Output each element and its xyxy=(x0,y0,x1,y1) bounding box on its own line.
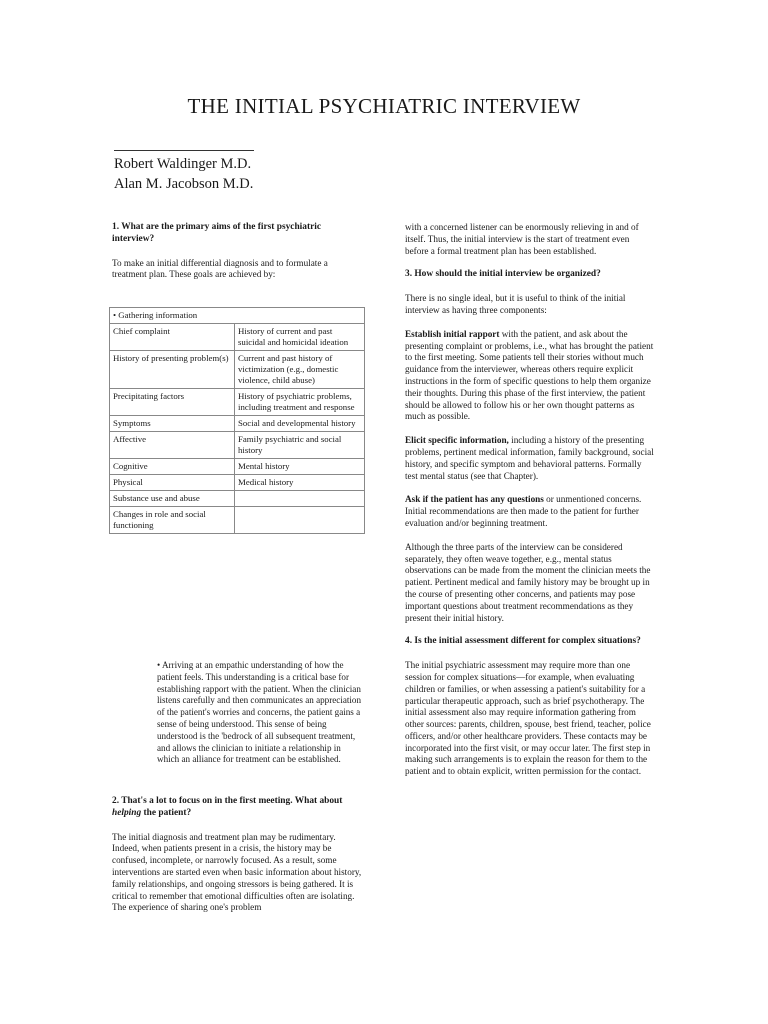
table-row xyxy=(110,324,365,351)
table-cell: Changes in role and social functioning xyxy=(110,507,235,534)
table-cell: History of presenting problem(s) xyxy=(110,351,235,389)
component-1-heading: Establish initial rapport xyxy=(405,328,500,339)
table-cell: Current and past history of victimization (e.g., domestic violence, child abuse) xyxy=(235,351,365,389)
document-title: THE INITIAL PSYCHIATRIC INTERVIEW xyxy=(187,94,581,118)
component-1 xyxy=(405,329,655,423)
table-cell: Mental history xyxy=(235,459,365,475)
table-row xyxy=(110,459,365,475)
table-row xyxy=(110,416,365,432)
information-table xyxy=(109,307,365,534)
table-cell: Medical history xyxy=(235,475,365,491)
table-cell: History of current and past suicidal and homicidal ideation xyxy=(235,324,365,351)
table-row xyxy=(110,491,365,507)
component-3-heading: Ask if the patient has any questions xyxy=(405,494,544,505)
component-3-text: or unmentioned concerns. Initial recommendations are then made to the patient for further evaluation and/or beginning treatment. xyxy=(405,494,642,528)
component-1-text: with the patient, and ask about the presenting complaint or problems, i.e., what has brought the patient to the first meeting. Some patients tell their stories without much guidance from the interviewer, whereas others require explicit instructions in the form of specific questions to help them organize their thoughts. During this phase of the first interview, the patient should be allowed to follow his or her own thought patterns as much as possible. xyxy=(405,328,654,422)
table-row xyxy=(110,351,365,389)
component-2-heading: Elicit specific information, xyxy=(405,435,509,446)
question-1-answer: To make an initial differential diagnosis and to formulate a treatment plan. These goals are achieved by: xyxy=(112,257,328,280)
table-cell: Social and developmental history xyxy=(235,416,365,432)
question-2-answer: The initial diagnosis and treatment plan may be rudimentary. Indeed, when patients present in a crisis, the history may be confused, incomplete, or narrowly focused. As a result, some interventions are started even when basic information about history, family relationships, and ongoing stressors is being gathered. It is critical to remember that emotional difficulties often are isolating. The experience of sharing one's problem xyxy=(112,831,362,913)
table-cell: Precipitating factors xyxy=(110,389,235,416)
question-2-tail: the patient? xyxy=(141,807,192,818)
table-row xyxy=(110,432,365,459)
table-cell: Cognitive xyxy=(110,459,235,475)
question-2-emphasis: helping xyxy=(112,807,142,818)
table-cell: History of psychiatric problems, including treatment and response xyxy=(235,389,365,416)
component-3 xyxy=(405,494,655,529)
left-column-lower xyxy=(112,796,364,926)
left-column xyxy=(112,222,364,293)
table-cell xyxy=(235,491,365,507)
question-3: 3. How should the initial interview be organized? xyxy=(405,269,601,280)
question-3-intro: There is no single ideal, but it is useful to think of the initial interview as having three components: xyxy=(405,293,626,315)
table-cell: Family psychiatric and social history xyxy=(235,432,365,459)
table-header-row xyxy=(110,308,365,324)
table-row xyxy=(110,507,365,534)
table-cell xyxy=(235,507,365,534)
title-divider xyxy=(114,150,254,151)
question-2-text: 2. That's a lot to focus on in the first meeting. What about xyxy=(112,796,343,806)
table-cell: Substance use and abuse xyxy=(110,491,235,507)
continued-paragraph: with a concerned listener can be enormously relieving in and of itself. Thus, the initial interview is the start of treatment even before a formal treatment plan has been established. xyxy=(405,222,639,256)
table-cell: Chief complaint xyxy=(110,324,235,351)
question-1: 1. What are the primary aims of the first psychiatric interview? xyxy=(112,222,321,244)
component-2 xyxy=(405,435,655,482)
table-header: • Gathering information xyxy=(110,308,365,324)
right-column xyxy=(405,222,655,790)
table-cell: Symptoms xyxy=(110,416,235,432)
author-2: Alan M. Jacobson M.D. xyxy=(114,176,254,192)
table-cell: Physical xyxy=(110,475,235,491)
question-4: 4. Is the initial assessment different for complex situations? xyxy=(405,636,641,647)
table-row xyxy=(110,475,365,491)
author-1: Robert Waldinger M.D. xyxy=(114,156,252,172)
table-cell: Affective xyxy=(110,432,235,459)
empathic-understanding-bullet: • Arriving at an empathic understanding of how the patient feels. This understanding is a critical base for establishing rapport with the patient. When the clinician listens carefully and then communicates an appreciation of the patient's worries and concerns, the patient gains a sense of being understood. This sense of being understood is the 'bedrock of all subsequent treatment, and allows the clinician to initiate a relationship in which an alliance for treatment can be established. xyxy=(157,660,362,765)
although-paragraph: Although the three parts of the interview can be considered separately, they often weave together, e.g., mental status observations can be made from the moment the clinician meets the patient. Pertinent medical and family history may be brought up in the course of presenting other concerns, and patients may pose important questions about treatment recommendations as they present their initial history. xyxy=(405,541,651,623)
question-4-answer: The initial psychiatric assessment may require more than one session for complex situations—for example, when evaluating children or families, or when assessing a patient's suitability for a particular therapeutic approach, such as brief psychotherapy. The initial assessment also may require information gathering from other sources: parents, children, spouse, best friend, teacher, police officers, and/or other healthcare providers. These contacts may be incorporated into the first visit, or may occur later. The first step in making such arrangements is to explain the reason for them to the patient and to obtain explicit, written permission for the contact. xyxy=(405,660,651,777)
question-2 xyxy=(112,796,364,820)
component-2-text: including a history of the presenting problems, pertinent medical information, family background, social history, and specific symptom and behavioral patterns. Formally test mental status (see that Chapter). xyxy=(405,435,654,481)
table-row xyxy=(110,389,365,416)
